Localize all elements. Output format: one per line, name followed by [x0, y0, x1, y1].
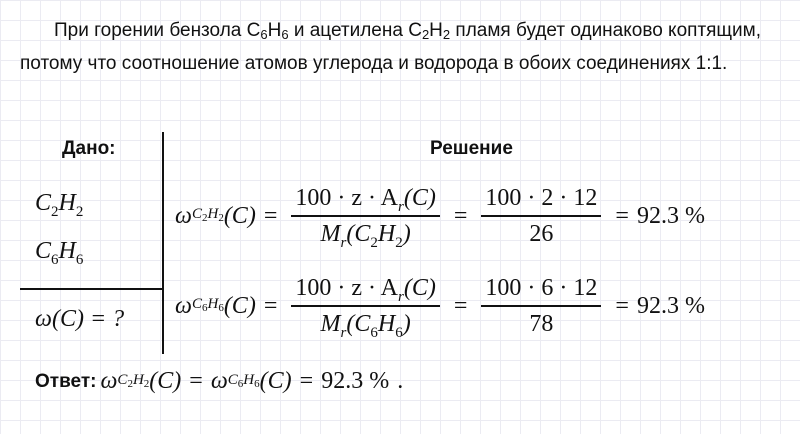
intro-paragraph: [20, 14, 782, 80]
result-value: 92.3 %: [636, 292, 705, 319]
intro-text-2: H: [267, 20, 282, 41]
lhs-subscript: $C_2H_2$: [191, 206, 224, 224]
intro-text-4: H: [429, 20, 443, 41]
given-c2h2: $C_2H_2$: [35, 190, 84, 220]
answer-label: Ответ:: [35, 370, 97, 392]
intro-text-1: При горении бензола C: [54, 20, 261, 41]
omega-symbol: ω: [175, 292, 192, 319]
given-header: Дано:: [62, 138, 116, 159]
general-fraction: $\frac{100 \cdot z \cdot A_r(C)}{M_r(C_2H_2)}$: [291, 184, 440, 248]
intro-subscript: 2: [421, 27, 430, 42]
intro-text-3: и ацетилена C: [288, 20, 422, 41]
result-value: 92.3 %: [636, 202, 705, 229]
solution-equation-c6h6: ω $C_6H_6$ (C) = $\frac{100 \cdot z \cdot A_r(C)}{M_r(C_6H_6)}$ = $\frac{100 \cdot 6 \cdot 12}{78}$ = 92.3 %: [175, 275, 705, 341]
solution-header: Решение: [430, 138, 513, 159]
answer-result: 92.3 %: [321, 368, 390, 394]
vertical-divider: [162, 132, 164, 354]
find-omega: ω(C) = ?: [35, 306, 125, 332]
answer-line: Ответ: ω $C_2H_2$ (C) = ω $C_6H_6$ (C) = 92.3 % .: [35, 368, 404, 394]
intro-subscript: 6: [260, 27, 268, 42]
general-fraction: $\frac{100 \cdot z \cdot A_r(C)}{M_r(C_6H_6)}$: [291, 274, 440, 338]
lhs-subscript: $C_6H_6$: [191, 296, 224, 314]
given-c6h6: $C_6H_6$: [35, 238, 84, 268]
intro-subscript: 6: [281, 27, 289, 42]
omega-symbol: ω: [175, 202, 192, 229]
given-divider: [20, 288, 163, 290]
intro-subscript: 2: [442, 27, 451, 42]
intro-text-5: пламя будет одинаково коптящим, потому что соотношение атомов углерода и водорода в обоих соединениях 1:1.: [20, 20, 762, 74]
solution-equation-c2h2: ω $C_2H_2$ (C) = $\frac{100 \cdot z \cdot A_r(C)}{M_r(C_2H_2)}$ = $\frac{100 \cdot 2 \cdot 12}{26}$ = 92.3 %: [175, 185, 705, 251]
numeric-fraction: $\frac{100 \cdot 6 \cdot 12}{78}$: [481, 274, 601, 338]
numeric-fraction: $\frac{100 \cdot 2 \cdot 12}{26}$: [481, 184, 601, 248]
